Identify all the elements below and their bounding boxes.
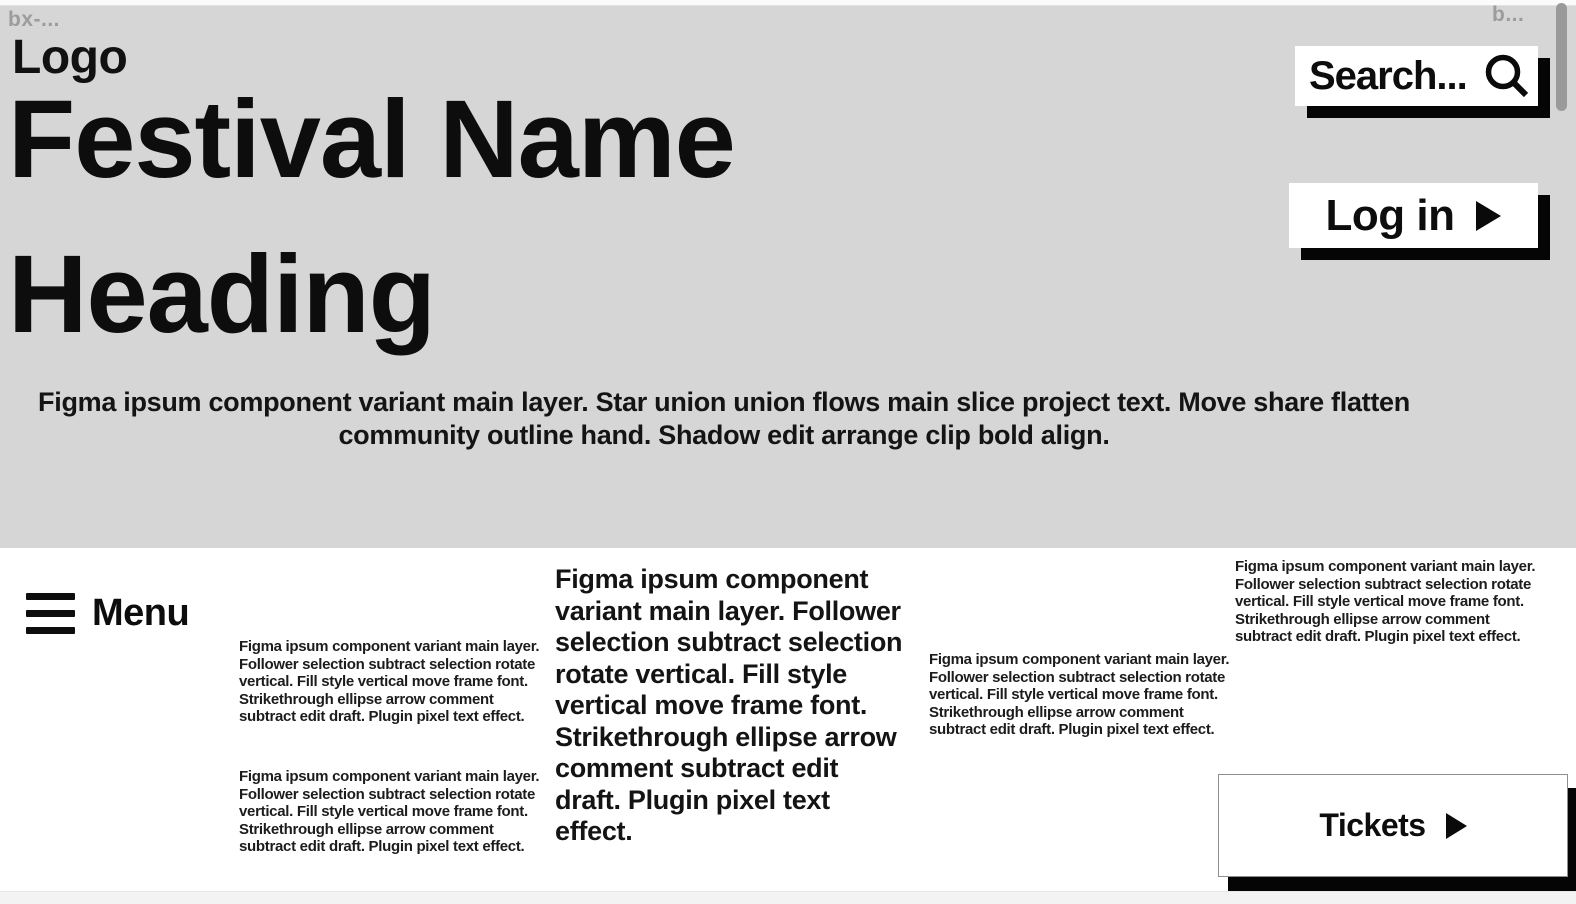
hamburger-icon xyxy=(26,593,75,634)
tickets-button-label: Tickets xyxy=(1319,807,1426,843)
search-icon[interactable] xyxy=(1484,53,1530,99)
menu-button[interactable] xyxy=(26,592,189,635)
body-paragraph: Figma ipsum component variant main layer. Follower selection subtract selection rotate vertical. Fill style vertical move frame font. Strikethrough ellipse arrow comment subtract edit draft. Plugin pixel text effect. xyxy=(239,768,540,855)
search-box[interactable] xyxy=(1295,46,1538,106)
play-arrow-icon xyxy=(1446,813,1467,839)
hero-paragraph: Figma ipsum component variant main layer. Star union union flows main slice project text. Move share flatten community outline hand. Shadow edit arrange clip bold align. xyxy=(38,387,1410,450)
login-button-label: Log in xyxy=(1325,190,1455,240)
page-title xyxy=(8,62,735,372)
tickets-button[interactable] xyxy=(1218,774,1568,877)
body-paragraph-large: Figma ipsum component variant main layer. Follower selection subtract selection rotate vertical. Fill style vertical move frame font. Strikethrough ellipse arrow comment subtract edit draft. Plugin pixel text effect. xyxy=(555,564,903,846)
play-arrow-icon xyxy=(1476,201,1501,231)
body-paragraph: Figma ipsum component variant main layer. Follower selection subtract selection rotate vertical. Fill style vertical move frame font. Strikethrough ellipse arrow comment subtract edit draft. Plugin pixel text effect. xyxy=(929,651,1230,738)
vertical-scrollbar-thumb[interactable] xyxy=(1556,3,1567,111)
page-title-line1: Festival Name xyxy=(8,78,735,201)
menu-button-label: Menu xyxy=(92,592,190,634)
body-paragraph: Figma ipsum component variant main layer. Follower selection subtract selection rotate vertical. Fill style vertical move frame font. Strikethrough ellipse arrow comment subtract edit draft. Plugin pixel text effect. xyxy=(1235,558,1536,645)
logo[interactable]: Logo xyxy=(12,31,128,84)
hamburger-bar xyxy=(26,610,75,617)
bottom-edge-strip xyxy=(0,891,1576,904)
frame-label-top-left: bx-... xyxy=(8,8,61,31)
search-input[interactable] xyxy=(1309,54,1484,99)
body-paragraph: Figma ipsum component variant main layer. Follower selection subtract selection rotate vertical. Fill style vertical move frame font. Strikethrough ellipse arrow comment subtract edit draft. Plugin pixel text effect. xyxy=(239,638,540,725)
page-title-line2: Heading xyxy=(8,233,435,356)
hamburger-bar xyxy=(26,593,75,600)
hamburger-bar xyxy=(26,627,75,634)
frame-label-top-right: b... xyxy=(1492,3,1525,26)
login-button[interactable] xyxy=(1289,183,1538,248)
